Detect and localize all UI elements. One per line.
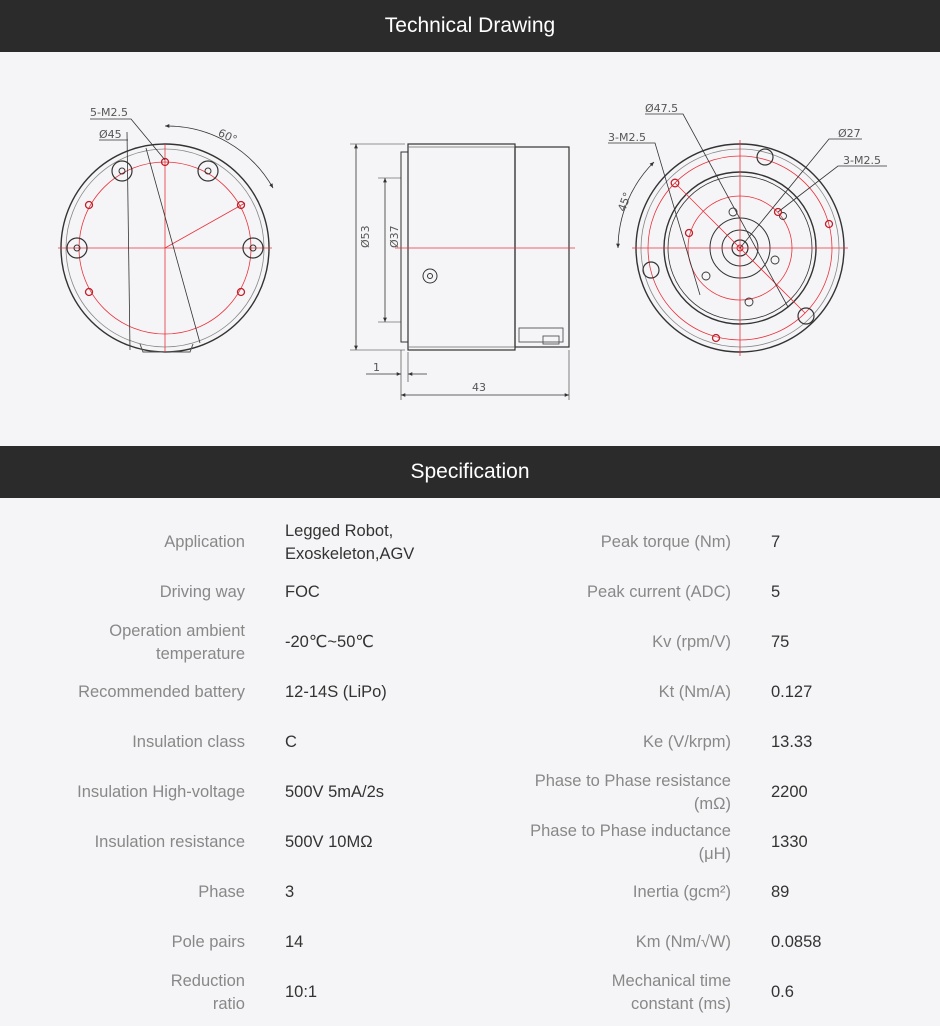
rear-outer-label: Ø47.5: [645, 102, 679, 115]
spec-left-value: Legged Robot, Exoskeleton,AGV: [285, 522, 415, 563]
spec-left-value: 10:1: [285, 983, 318, 1001]
spec-right-value: 1330: [771, 833, 808, 851]
rear-view: [608, 114, 887, 356]
spec-left-label: Insulation High-voltage: [77, 783, 245, 801]
spec-right-value: 89: [771, 883, 790, 901]
spec-row: [0, 618, 940, 668]
drawing-section-header: [0, 0, 940, 52]
spec-right-value: 13.33: [771, 733, 813, 751]
spec-right-label: Km (Nm/√W): [635, 933, 731, 951]
front-angle-label: 60°: [215, 126, 240, 147]
front-mount-label: 5-M2.5: [90, 106, 128, 119]
spec-right-value: 0.127: [771, 683, 813, 701]
front-view: [58, 119, 273, 352]
spec-section-title: Specification: [410, 460, 530, 483]
spec-left-label: Operation ambient temperature: [109, 622, 245, 663]
spec-right-label: Kt (Nm/A): [658, 683, 731, 701]
spec-left-label: Reduction ratio: [170, 972, 245, 1013]
spec-left-value: C: [285, 733, 297, 751]
spec-right-label: Peak torque (Nm): [600, 533, 731, 551]
side-view: [350, 144, 575, 400]
spec-row: [0, 868, 940, 918]
spec-right-label: Mechanical time constant (ms): [611, 972, 731, 1013]
spec-right-label: Phase to Phase resistance (mΩ): [534, 772, 731, 813]
spec-row: [0, 718, 940, 768]
spec-section-header: [0, 446, 940, 498]
spec-row: [0, 768, 940, 818]
spec-right-value: 7: [771, 533, 781, 551]
rear-hole-label-a: 3-M2.5: [608, 131, 646, 144]
spec-left-value: 500V 5mA/2s: [285, 783, 385, 801]
spec-left-value: -20℃~50℃: [285, 633, 374, 651]
spec-left-label: Insulation resistance: [94, 833, 245, 851]
spec-left-label: Application: [164, 533, 245, 551]
spec-right-value: 5: [771, 583, 781, 601]
spec-row: [0, 518, 940, 568]
spec-left-value: 3: [285, 883, 295, 901]
spec-left-label: Pole pairs: [171, 933, 245, 951]
spec-left-value: 14: [285, 933, 304, 951]
spec-left-label: Recommended battery: [78, 683, 245, 701]
technical-drawing: [0, 52, 940, 446]
spec-left-label: Phase: [198, 883, 245, 901]
spec-right-label: Peak current (ADC): [587, 583, 731, 601]
spec-row: [0, 818, 940, 868]
spec-right-value: 0.0858: [771, 933, 822, 951]
spec-right-label: Ke (V/krpm): [642, 733, 731, 751]
spec-left-label: Insulation class: [132, 733, 245, 751]
spec-right-label: Inertia (gcm²): [632, 883, 731, 901]
spec-left-value: 500V 10MΩ: [285, 833, 373, 851]
drawing-section-title: Technical Drawing: [384, 14, 556, 37]
rear-inner-label: Ø27: [838, 127, 861, 140]
spec-table: [0, 498, 940, 1026]
spec-left-value: 12-14S (LiPo): [285, 683, 387, 701]
rear-angle-label: 45°: [615, 190, 635, 214]
side-outer-dia-label: Ø53: [359, 225, 372, 248]
front-pcd-label: Ø45: [99, 128, 122, 141]
spec-left-value: FOC: [285, 583, 320, 601]
rear-hole-label-b: 3-M2.5: [843, 154, 881, 167]
spec-row: [0, 968, 940, 1018]
side-length-label: 43: [472, 381, 486, 394]
spec-row: [0, 568, 940, 618]
spec-right-label: Kv (rpm/V): [652, 633, 731, 651]
spec-row: [0, 668, 940, 718]
side-flange-label: 1: [373, 361, 380, 374]
spec-right-value: 2200: [771, 783, 808, 801]
spec-left-label: Driving way: [159, 583, 245, 601]
spec-row: [0, 918, 940, 968]
side-inner-dia-label: Ø37: [388, 225, 401, 248]
spec-right-value: 75: [771, 633, 790, 651]
spec-right-label: Phase to Phase inductance (μH): [530, 822, 731, 863]
spec-right-value: 0.6: [771, 983, 794, 1001]
